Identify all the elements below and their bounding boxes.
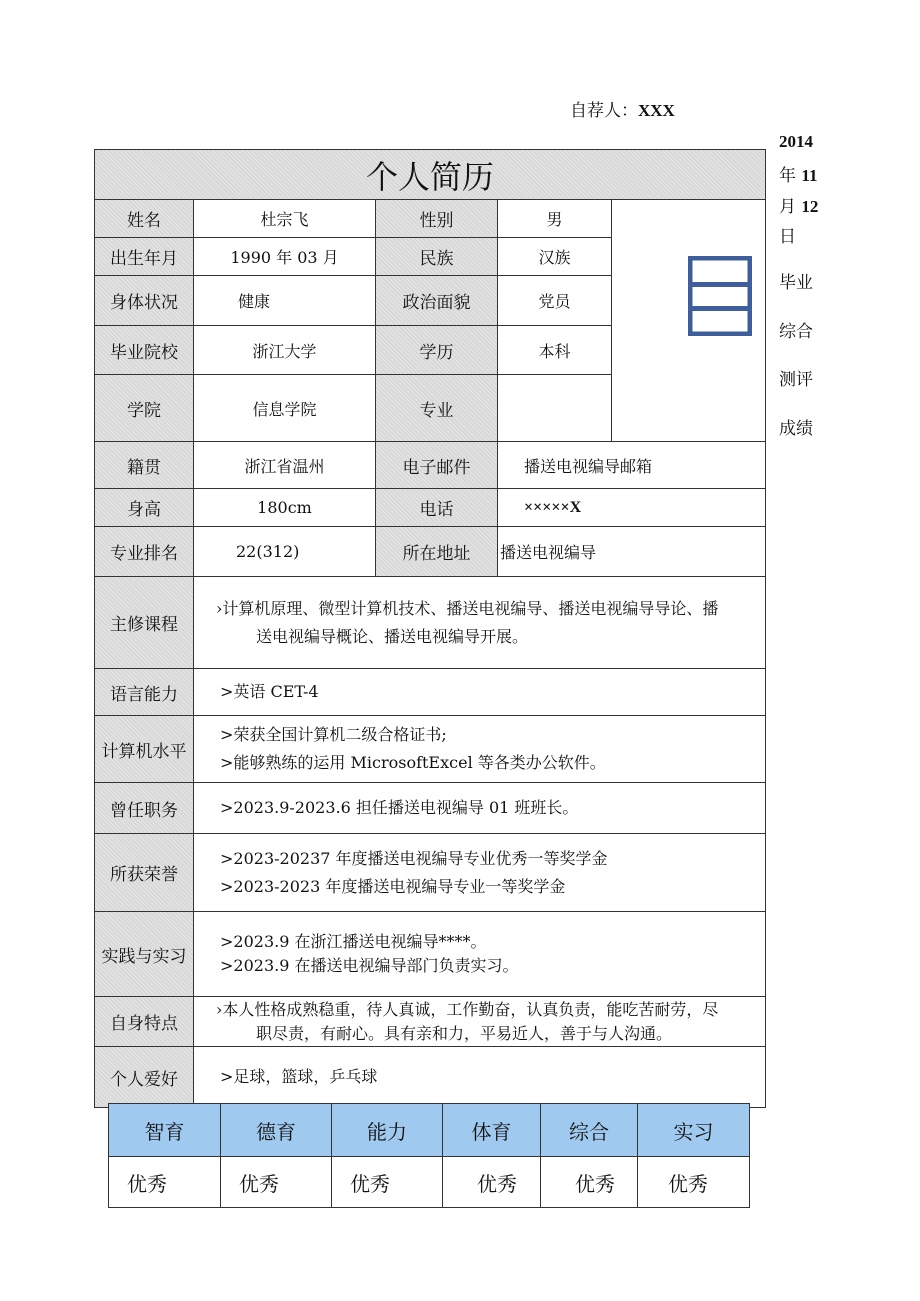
language-label: 语言能力: [95, 669, 194, 716]
courses-label: 主修课程: [95, 577, 194, 669]
side-day: 日: [779, 227, 796, 247]
hobbies-label: 个人爱好: [95, 1047, 194, 1107]
ethnic-value: 汉族: [498, 238, 612, 276]
address-value: 播送电视编导: [498, 527, 765, 577]
honors-line: >2023-2023 年度播送电视编导专业一等奖学金: [220, 876, 566, 896]
gender-label: 性别: [376, 200, 498, 238]
self-recommender-prefix: 自荐人：: [570, 101, 638, 121]
traits-label: 自身特点: [95, 997, 194, 1047]
computer-line: >能够熟练的运用 MicrosoftExcel 等各类办公软件。: [220, 753, 606, 772]
side-comprehensive: 综合: [779, 322, 813, 342]
resume-table: [94, 149, 766, 1108]
honors-content: [194, 834, 765, 912]
self-recommender: [570, 96, 675, 121]
rank-label: 专业排名: [95, 527, 194, 577]
eval-value-ability: 优秀: [332, 1157, 443, 1208]
eval-value-moral: 优秀: [221, 1157, 332, 1208]
computer-content: [194, 716, 765, 783]
computer-label: 计算机水平: [95, 716, 194, 783]
major-label: 专业: [376, 375, 498, 442]
birth-label: 出生年月: [95, 238, 194, 276]
resume-title: 个人简历: [95, 150, 765, 200]
side-year-month: 年 11: [779, 166, 818, 186]
honors-line: >2023-20237 年度播送电视编导专业优秀一等奖学金: [220, 848, 608, 868]
courses-line: 送电视编导概论、播送电视编导开展。: [256, 626, 529, 646]
hobbies-content: [194, 1047, 765, 1107]
computer-line: >荣获全国计算机二级合格证书;: [220, 725, 447, 744]
school-label: 毕业院校: [95, 326, 194, 375]
positions-content: [194, 783, 765, 834]
political-value: 党员: [498, 276, 612, 326]
language-content: [194, 669, 765, 716]
eval-header-overall: 综合: [541, 1104, 638, 1157]
height-label: 身高: [95, 489, 194, 527]
native-value: 浙江省温州: [194, 442, 376, 489]
eval-value-sports: 优秀: [443, 1157, 541, 1208]
health-value: 健康: [194, 276, 376, 326]
school-value: 浙江大学: [194, 326, 376, 375]
practice-label: 实践与实习: [95, 912, 194, 997]
rank-value: 22(312): [194, 527, 376, 577]
address-label: 所在地址: [376, 527, 498, 577]
political-label: 政治面貌: [376, 276, 498, 326]
name-value: 杜宗飞: [194, 200, 376, 238]
degree-value: 本科: [498, 326, 612, 375]
hobbies-line: >足球，篮球，乒乓球: [220, 1067, 378, 1086]
practice-line: >2023.9 在浙江播送电视编导****。: [220, 932, 487, 951]
health-label: 身体状况: [95, 276, 194, 326]
name-label: 姓名: [95, 200, 194, 238]
traits-content: [194, 997, 765, 1047]
document-placeholder-icon: [688, 256, 752, 336]
courses-line: ›计算机原理、微型计算机技术、播送电视编导、播送电视编导导论、播: [216, 598, 719, 618]
degree-label: 学历: [376, 326, 498, 375]
language-line: >英语 CET-4: [220, 682, 319, 701]
phone-value: ×××××X: [498, 489, 765, 527]
practice-line: >2023.9 在播送电视编导部门负责实习。: [220, 956, 519, 975]
email-label: 电子邮件: [376, 442, 498, 489]
eval-value-overall: 优秀: [541, 1157, 638, 1208]
ethnic-label: 民族: [376, 238, 498, 276]
practice-content: [194, 912, 765, 997]
email-value: 播送电视编导邮箱: [498, 442, 765, 489]
phone-label: 电话: [376, 489, 498, 527]
native-label: 籍贯: [95, 442, 194, 489]
gender-value: 男: [498, 200, 612, 238]
honors-label: 所获荣誉: [95, 834, 194, 912]
eval-header-intellectual: 智育: [109, 1104, 221, 1157]
eval-header-sports: 体育: [443, 1104, 541, 1157]
traits-line: ›本人性格成熟稳重，待人真诚，工作勤奋，认真负责，能吃苦耐劳，尽: [216, 999, 719, 1019]
positions-label: 曾任职务: [95, 783, 194, 834]
college-value: 信息学院: [194, 375, 376, 442]
side-evaluation: 测评: [779, 370, 813, 390]
major-value: [498, 375, 612, 442]
evaluation-table: [108, 1103, 750, 1208]
eval-header-moral: 德育: [221, 1104, 332, 1157]
traits-line: 职尽责，有耐心。具有亲和力，平易近人，善于与人沟通。: [256, 1023, 673, 1043]
eval-header-ability: 能力: [332, 1104, 443, 1157]
eval-header-internship: 实习: [638, 1104, 749, 1157]
eval-value-intellectual: 优秀: [109, 1157, 221, 1208]
side-year: 2014: [779, 132, 813, 151]
positions-line: >2023.9-2023.6 担任播送电视编导 01 班班长。: [220, 798, 579, 817]
side-month-day: 月 12: [779, 197, 819, 217]
self-recommender-name: XXX: [638, 101, 675, 120]
side-graduation: 毕业: [779, 273, 813, 293]
courses-content: [194, 577, 765, 669]
height-value: 180cm: [194, 489, 376, 527]
birth-value: 1990 年 03 月: [194, 238, 376, 276]
side-score: 成绩: [779, 419, 813, 439]
college-label: 学院: [95, 375, 194, 442]
eval-value-internship: 优秀: [668, 1172, 708, 1196]
